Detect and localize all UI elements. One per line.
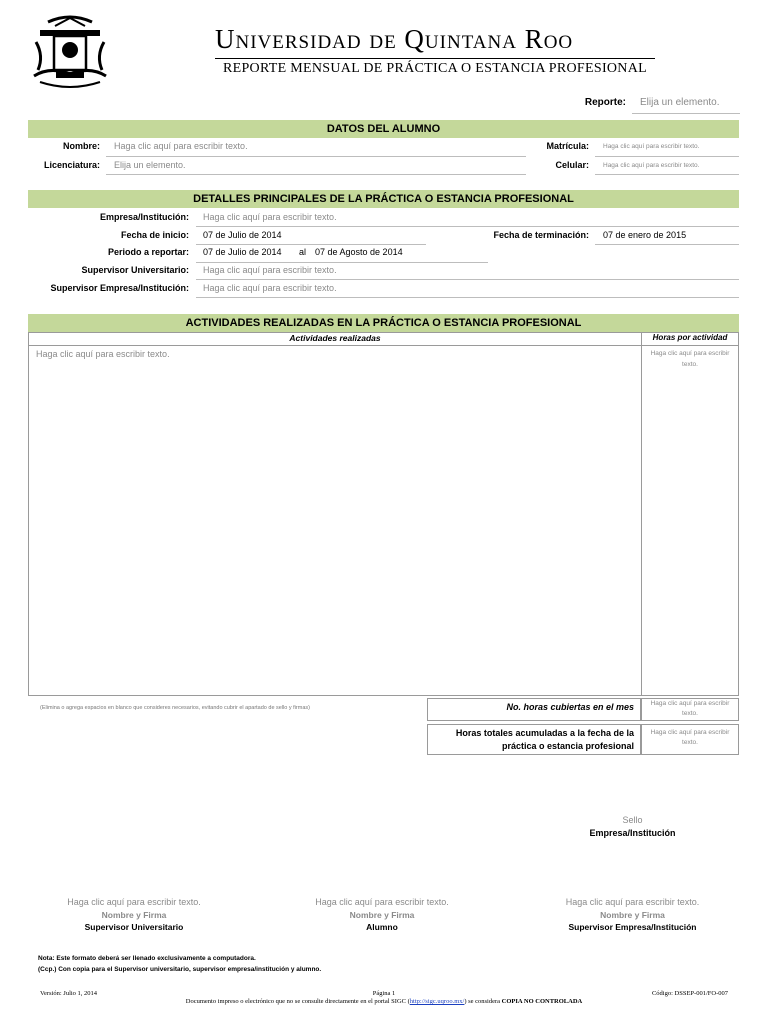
sup-emp-field[interactable]: Haga clic aquí para escribir texto.: [203, 283, 337, 293]
footer-uncontrolled-copy: COPIA NO CONTROLADA: [501, 998, 583, 1005]
name-field[interactable]: Haga clic aquí para escribir texto.: [114, 141, 248, 151]
termino-label: Fecha de terminación:: [493, 230, 589, 240]
hours-column-header: Horas por actividad: [652, 333, 728, 342]
empresa-underline: [196, 226, 739, 227]
spacing-note: (Elimina o agrega espacios en blanco que consideres necesarios, evitando cubrir el apartado de sello y firmas): [40, 705, 310, 711]
matricula-field[interactable]: Haga clic aquí para escribir texto.: [603, 143, 700, 150]
activities-section-header: ACTIVIDADES REALIZADAS EN LA PRÁCTICA O ESTANCIA PROFESIONAL: [28, 314, 739, 332]
sup-univ-underline: [196, 279, 739, 280]
hours-box: [641, 332, 739, 696]
report-underline: [632, 113, 740, 114]
footer-disclaimer-mid: ) se considera: [464, 998, 502, 1005]
note-line-2: (Ccp.) Con copia para el Supervisor universitario, supervisor empresa/institución y alumno.: [38, 966, 322, 973]
licenciatura-label: Licenciatura:: [43, 160, 100, 170]
inicio-label: Fecha de inicio:: [120, 230, 189, 240]
report-dropdown[interactable]: Elija un elemento.: [640, 97, 720, 108]
student-section-header: DATOS DEL ALUMNO: [28, 120, 739, 138]
periodo-label: Periodo a reportar:: [107, 247, 189, 257]
note-line-1: Nota: Este formato deberá ser llenado exclusivamente a computadora.: [38, 955, 256, 962]
seal-owner: Empresa/Institución: [589, 828, 676, 838]
signature-supervisor-emp-field[interactable]: Haga clic aquí para escribir texto.: [565, 897, 700, 907]
inicio-field[interactable]: 07 de Julio de 2014: [203, 230, 282, 240]
activities-box: [28, 332, 642, 696]
sup-univ-field[interactable]: Haga clic aquí para escribir texto.: [203, 265, 337, 275]
inicio-underline: [196, 244, 426, 245]
activities-column-header: Actividades realizadas: [289, 333, 381, 343]
university-seal-logo: [30, 12, 110, 88]
footer-code: Código: DSSEP-001/FO-007: [651, 990, 728, 997]
licenciatura-dropdown[interactable]: Elija un elemento.: [114, 160, 186, 170]
signature-supervisor-emp-role: Supervisor Empresa/Institución: [568, 922, 697, 932]
signature-student-field[interactable]: Haga clic aquí para escribir texto.: [315, 897, 449, 907]
matricula-label: Matrícula:: [546, 141, 589, 151]
celular-field[interactable]: Haga clic aquí para escribir texto.: [603, 162, 700, 169]
hours-total-field[interactable]: Haga clic aquí para escribir texto.: [650, 729, 730, 746]
hours-month-field[interactable]: Haga clic aquí para escribir texto.: [650, 700, 730, 717]
hours-total-label: Horas totales acumuladas a la fecha de la práctica o estancia profesional: [455, 728, 634, 751]
empresa-label: Empresa/Institución:: [99, 212, 189, 222]
name-label: Nombre:: [62, 141, 100, 151]
signature-supervisor-emp-caption: Nombre y Firma: [600, 910, 665, 920]
termino-field[interactable]: 07 de enero de 2015: [603, 230, 687, 240]
signature-supervisor-univ-caption: Nombre y Firma: [101, 910, 167, 920]
report-label: Reporte:: [584, 97, 626, 108]
celular-label: Celular:: [555, 160, 589, 170]
termino-underline: [595, 244, 739, 245]
periodo-from-field[interactable]: 07 de Julio de 2014: [203, 247, 282, 257]
footer-disclaimer-pre: Documento impreso o electrónico que no se consulte directamente en el portal SIGC (: [185, 998, 410, 1005]
periodo-to-field[interactable]: 07 de Agosto de 2014: [315, 247, 403, 257]
title-divider: [215, 58, 655, 59]
sup-emp-label: Supervisor Empresa/Institución:: [50, 283, 189, 293]
details-section-header: DETALLES PRINCIPALES DE LA PRÁCTICA O ESTANCIA PROFESIONAL: [28, 190, 739, 208]
sup-univ-label: Supervisor Universitario:: [81, 265, 189, 275]
seal-label: Sello: [622, 815, 643, 825]
hours-month-label: No. horas cubiertas en el mes: [506, 702, 634, 712]
activities-field[interactable]: Haga clic aquí para escribir texto.: [36, 349, 170, 359]
licenciatura-underline: [106, 174, 526, 175]
report-title: REPORTE MENSUAL DE PRÁCTICA O ESTANCIA PROFESIONAL: [222, 61, 647, 76]
signature-supervisor-univ-field[interactable]: Haga clic aquí para escribir texto.: [67, 897, 201, 907]
celular-underline: [595, 174, 739, 175]
sup-emp-underline: [196, 297, 739, 298]
activities-header-divider: [28, 345, 739, 346]
empresa-field[interactable]: Haga clic aquí para escribir texto.: [203, 212, 337, 222]
footer-disclaimer: [60, 998, 708, 1005]
name-underline: [106, 156, 526, 157]
signature-student-role: Alumno: [366, 922, 398, 932]
hours-field[interactable]: Haga clic aquí para escribir texto.: [650, 350, 730, 368]
signature-student-caption: Nombre y Firma: [349, 910, 415, 920]
footer-version: Versión: Julio 1, 2014: [40, 990, 98, 997]
signature-supervisor-univ-role: Supervisor Universitario: [84, 922, 184, 932]
matricula-underline: [595, 156, 739, 157]
periodo-separator: al: [299, 247, 307, 257]
footer-page: Página 1: [372, 990, 396, 997]
footer-portal-link[interactable]: http://sigc.uqroo.mx/: [409, 998, 465, 1005]
periodo-underline: [196, 262, 488, 263]
university-name: Universidad de Quintana Roo: [215, 24, 574, 54]
